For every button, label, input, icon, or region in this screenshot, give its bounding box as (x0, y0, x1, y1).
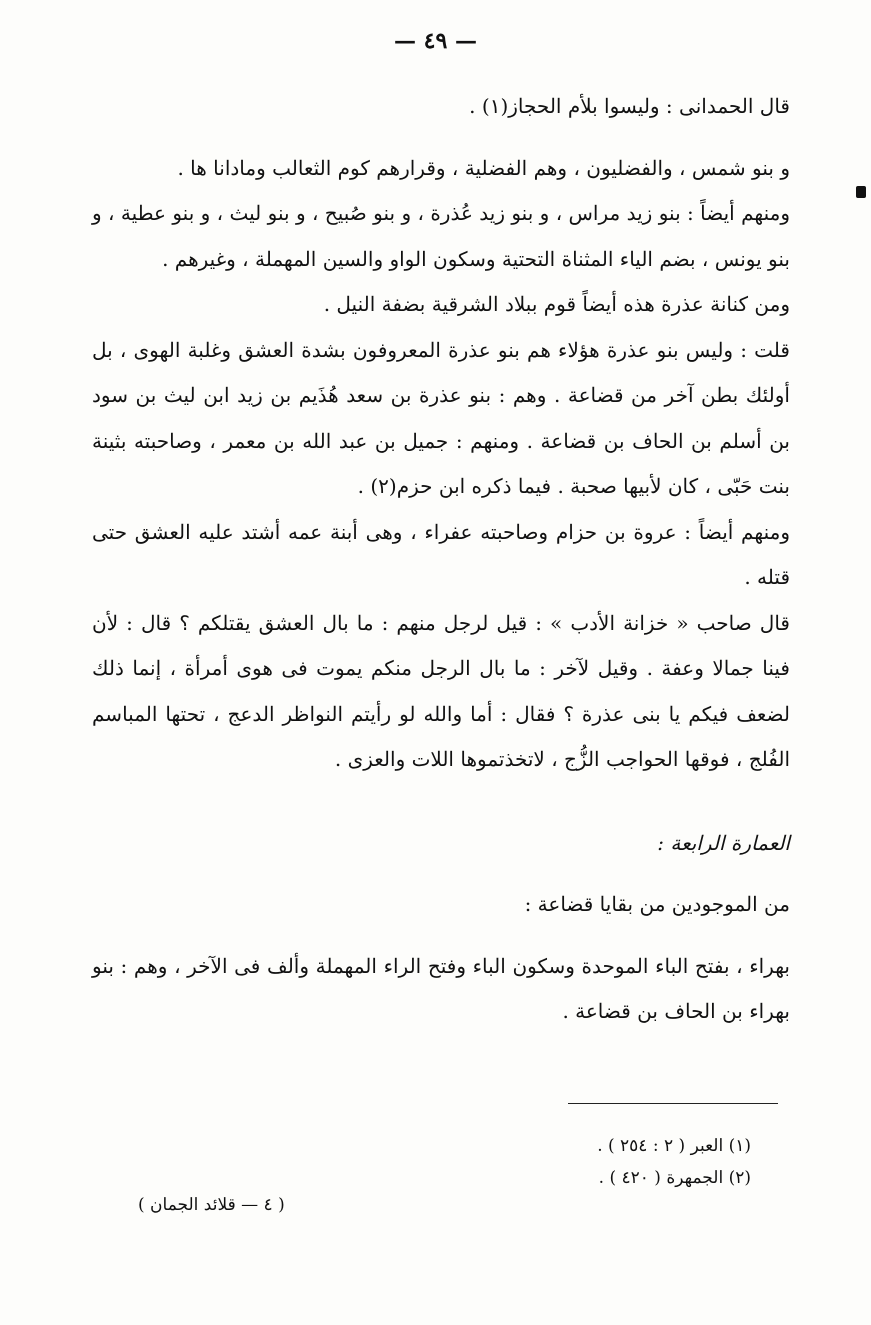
footnote-divider (568, 1103, 778, 1104)
paragraph-4: ومن كنانة عذرة هذه أيضاً قوم ببلاد الشرقية بضفة النيل . (323, 292, 790, 316)
signature-mark: ( ٤ — قلائد الجمان ) (138, 1195, 285, 1215)
paragraph-2: و بنو شمس ، والفضليون ، وهم الفضلية ، وقرارهم كوم الثعالب ومادانا ها . (177, 155, 790, 180)
page-number: — ٤٩ — (394, 28, 477, 54)
section-subtitle: من الموجودين من بقايا قضاعة : (524, 892, 790, 916)
margin-mark (856, 186, 866, 198)
paragraph-6: ومنهم أيضاً : عروة بن حزام وصاحبته عفراء ، وهى أبنة عمه أشتد عليه العشق حتى قتله . (92, 519, 790, 589)
paragraph-5: قلت : وليس بنو عذرة هؤلاء هم بنو عذرة المعروفون بشدة العشق وغلبة الهوى ، بل أولئك بطن آخر من قضاعة . وهم : بنو عذرة بن سعد هُذَيم بن زيد ابن ليث بن سود بن أسلم بن الحاف بن قضاعة . ومنهم : جميل بن عبد الله بن معمر ، وصاحبته بثينة بنت حَبّى ، كان لأبيها صحبة . فيما ذكره ابن حزم(٢) . (92, 337, 790, 498)
main-text (92, 84, 790, 1035)
section-paragraph: بهراء ، بفتح الباء الموحدة وسكون الباء وفتح الراء المهملة وألف فى الآخر ، وهم : بنو بهراء بن الحاف بن قضاعة . (92, 953, 790, 1023)
paragraph-1: قال الحمدانى : وليسوا بلأم الحجاز(١) . (469, 94, 790, 118)
footnote-2: (٢) الجمهرة ( ٤٢٠ ) . (598, 1168, 751, 1188)
paragraph-7: قال صاحب « خزانة الأدب » : قيل لرجل منهم : ما بال العشق يقتلكم ؟ قال : لأن فينا جمالا وعفة . وقيل لآخر : ما بال الرجل منكم يموت فى هوى أمرأة ، إنما ذلك لضعف فيكم يا بنى عذرة ؟ فقال : أما والله لو رأيتم النواظر الدعج ، تحتها المباسم الفُلج ، فوقها الحواجب الزُّج ، لاتخذتموها اللات والعزى . (92, 610, 790, 771)
section-title: العمارة الرابعة : (657, 830, 790, 855)
paragraph-3: ومنهم أيضاً : بنو زيد مراس ، و بنو زيد عُذرة ، و بنو صُبيح ، و بنو ليث ، و بنو عطية ، و بنو يونس ، بضم الياء المثناة التحتية وسكون الواو والسين المهملة ، وغيرهم . (92, 201, 790, 271)
footnote-1: (١) العبر ( ٢ : ٢٥٤ ) . (597, 1136, 751, 1156)
footnotes (351, 1130, 751, 1194)
